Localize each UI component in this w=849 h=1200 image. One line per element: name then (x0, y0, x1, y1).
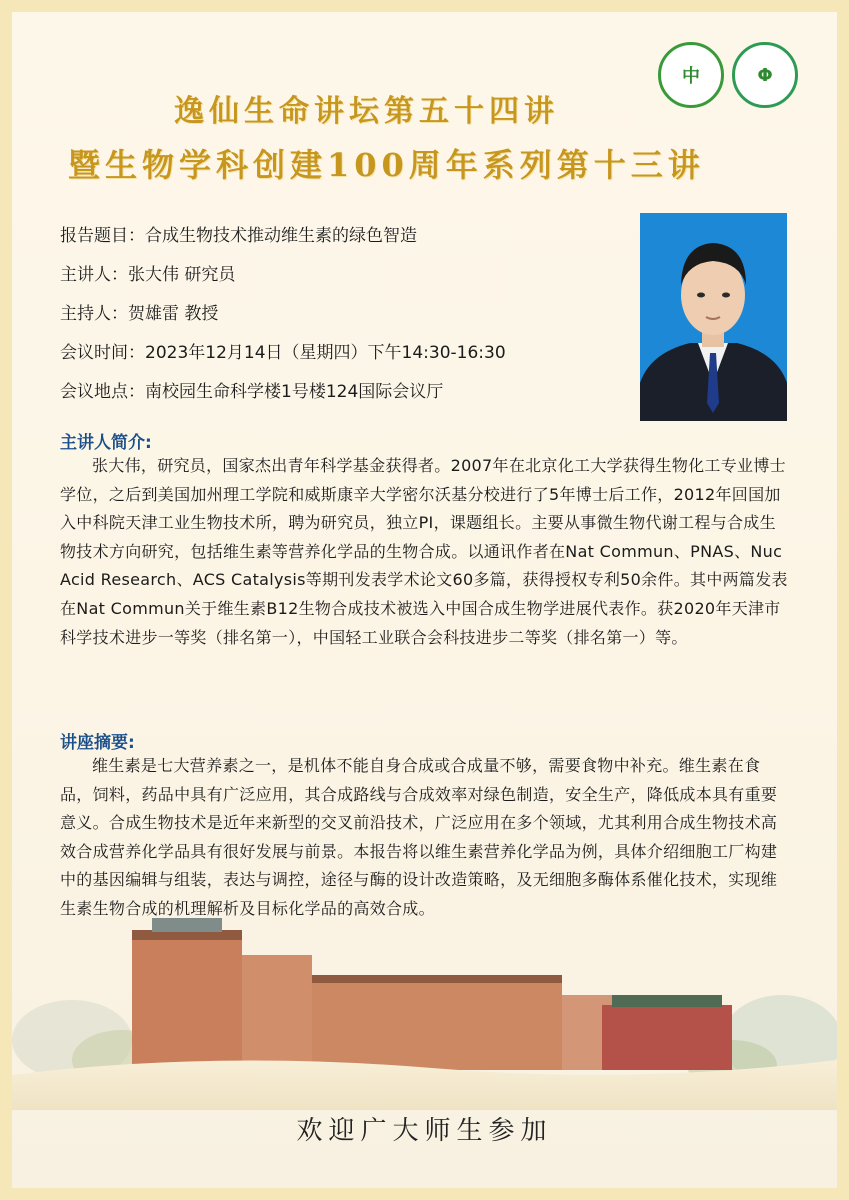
info-label: 报告题目： (60, 226, 145, 246)
abstract-heading: 讲座摘要: (60, 733, 135, 753)
bio-text: 张大伟，研究员，国家杰出青年科学基金获得者。2007年在北京化工大学获得生物化工专业博士学位，之后到美国加州理工学院和威斯康辛大学密尔沃基分校进行了5年博士后工作，2012年回国加入中科院天津工业生物技术所，聘为研究员，独立PI，课题组长。主要从事微生物代谢工程与合成生物技术方向研究，包括维生素等营养化学品的生物合成。以通讯作者在Nat Commun、PNAS、Nuc Acid Research、ACS Catalysis等期刊发表学术论文60多篇，获得授权专利50余件。其中两篇发表在Nat Commun关于维生素B12生物合成技术被选入中国合成生物学进展代表作。获2020年天津市科学技术进步一等奖（排名第一），中国轻工业联合会科技进步二等奖（排名第一）等。 (60, 456, 788, 647)
info-speaker (60, 253, 630, 292)
info-label: 会议时间： (60, 343, 145, 363)
campus-illustration (12, 900, 837, 1110)
info-label: 会议地点： (60, 382, 145, 402)
info-venue (60, 370, 630, 409)
info-value: 2023年12月14日（星期四）下午14:30-16:30 (145, 343, 506, 363)
lecture-info (60, 214, 630, 409)
info-label: 主持人： (60, 304, 128, 324)
institute-seal-icon: Φ (732, 42, 798, 108)
info-value: 合成生物技术推动维生素的绿色智造 (145, 226, 417, 246)
info-host (60, 292, 630, 331)
poster-title-line1: 逸仙生命讲坛第五十四讲 (174, 94, 559, 129)
logo-group (658, 42, 798, 108)
info-time (60, 331, 630, 370)
university-seal-icon: 中 (658, 42, 724, 108)
speaker-portrait (640, 213, 787, 421)
info-topic (60, 214, 630, 253)
info-value: 张大伟 研究员 (128, 265, 236, 285)
welcome-message: 欢迎广大师生参加 (296, 1116, 553, 1146)
abstract-text: 维生素是七大营养素之一，是机体不能自身合成或合成量不够，需要食物中补充。维生素在食品，饲料，药品中具有广泛应用，其合成路线与合成效率对绿色制造，安全生产，降低成本具有重要意义。合成生物技术是近年来新型的交叉前沿技术，广泛应用在多个领域，尤其利用合成生物技术高效合成营养化学品具有很好发展与前景。本报告将以维生素营养化学品为例，具体介绍细胞工厂构建中的基因编辑与组装，表达与调控，途径与酶的设计改造策略，及无细胞多酶体系催化技术，实现维生素生物合成的机理解析及目标化学品的高效合成。 (60, 756, 778, 918)
speaker-photo-icon (640, 213, 787, 421)
info-value: 贺雄雷 教授 (128, 304, 219, 324)
info-value: 南校园生命科学楼1号楼124国际会议厅 (145, 382, 444, 402)
info-label: 主讲人： (60, 265, 128, 285)
bio-heading: 主讲人简介: (60, 433, 152, 453)
poster-title-line2: 暨生物学科创建100周年系列第十三讲 (68, 146, 705, 184)
